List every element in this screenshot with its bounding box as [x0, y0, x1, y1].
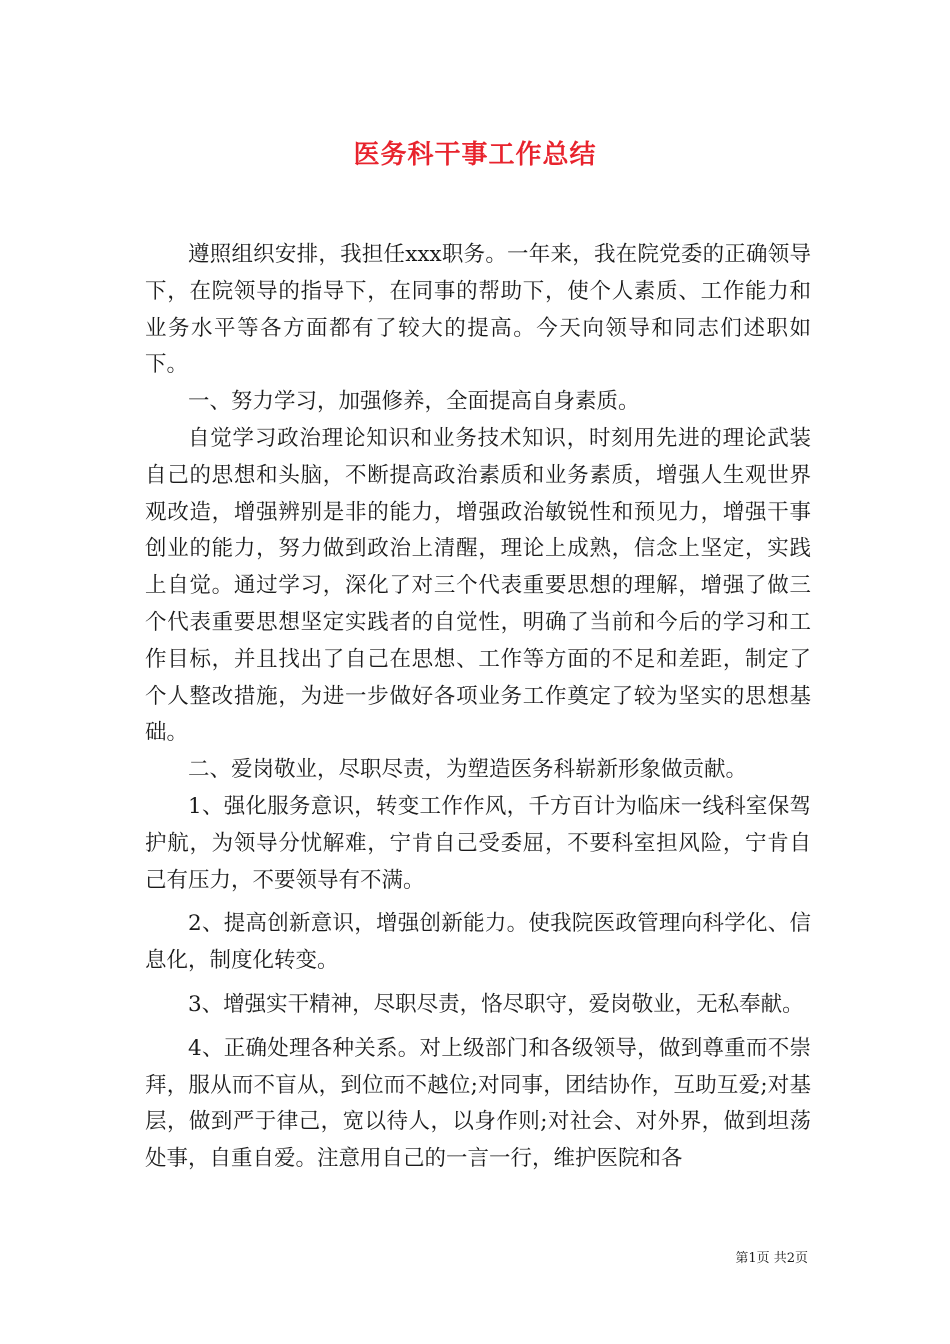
list-item-1: 1、强化服务意识，转变工作作风，千方百计为临床一线科室保驾护航，为领导分忧解难，宁肯自己受委屈，不要科室担风险，宁肯自己有压力，不要领导有不满。 — [145, 793, 811, 893]
paragraph-intro: 遵照组织安排，我担任xxx职务。一年来，我在院党委的正确领导下，在院领导的指导下，在同事的帮助下，使个人素质、工作能力和业务水平等各方面都有了较大的提高。今天向领导和同志们述职如下。 — [145, 242, 811, 378]
list-item-2: 2、提高创新意识，增强创新能力。使我院医政管理向科学化、信息化，制度化转变。 — [145, 911, 811, 974]
document-body — [145, 237, 811, 1178]
list-item-4: 4、正确处理各种关系。对上级部门和各级领导，做到尊重而不崇拜，服从而不盲从，到位而不越位;对同事，团结协作，互助互爱;对基层，做到严于律己，宽以待人，以身作则;对社会、对外界，做到坦荡处事，自重自爱。注意用自己的一言一行，维护医院和各 — [145, 1035, 811, 1172]
list-item-3: 3、增强实干精神，尽职尽责，恪尽职守，爱岗敬业，无私奉献。 — [188, 991, 804, 1017]
section-heading-2: 二、爱岗敬业，尽职尽责，为塑造医务科崭新形象做贡献。 — [188, 757, 748, 783]
section-heading-1: 一、努力学习，加强修养，全面提高自身素质。 — [188, 389, 640, 415]
document-title: 医务科干事工作总结 — [353, 140, 597, 170]
paragraph-study: 自觉学习政治理论知识和业务技术知识，时刻用先进的理论武装自己的思想和头脑，不断提高政治素质和业务素质，增强人生观世界观改造，增强辨别是非的能力，增强政治敏锐性和预见力，增强干事创业的能力，努力做到政治上清醒，理论上成熟，信念上坚定，实践上自觉。通过学习，深化了对三个代表重要思想的理解，增强了做三个代表重要思想坚定实践者的自觉性，明确了当前和今后的学习和工作目标，并且找出了自己在思想、工作等方面的不足和差距，制定了个人整改措施，为进一步做好各项业务工作奠定了较为坚实的思想基础。 — [145, 425, 811, 746]
page-number: 第1页 共2页 — [735, 1251, 808, 1266]
